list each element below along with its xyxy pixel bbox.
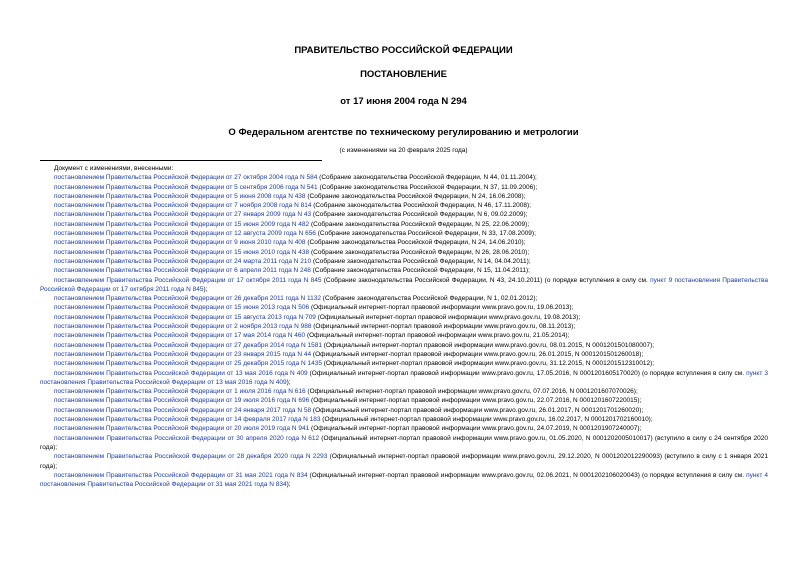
change-item: [40, 192, 768, 201]
change-link[interactable]: постановлением Правительства Российской Федерации от 27 декабря 2014 года N 1581: [54, 341, 322, 349]
entry-into-force-link[interactable]: пункт 9 постановления Правительства Российской Федерации от 17 октября 2011 года N 845: [40, 276, 768, 293]
change-details-end: );: [286, 378, 291, 386]
change-details: (Собрание законодательства Российской Федерации, N 1, 02.01.2012);: [320, 295, 538, 303]
change-details: (Официальный интернет-портал правовой информации www.pravo.gov.ru, 17.05.2016, N 0001201605170020) (о порядке вступления в силу см.: [307, 369, 747, 377]
change-details: (Собрание законодательства Российской Федерации, N 44, 01.11.2004);: [317, 174, 537, 182]
change-item: [40, 359, 768, 368]
change-details: (Официальный интернет-портал правовой информации www.pravo.gov.ru, 02.06.2021, N 0001202106020043) (о порядке вступления в силу см.: [307, 471, 747, 479]
change-item: [40, 229, 768, 238]
change-details: (Официальный интернет-портал правовой информации www.pravo.gov.ru, 24.07.2019, N 0001201907240007);: [309, 425, 642, 433]
change-details: (Собрание законодательства Российской Федерации, N 26, 28.06.2010);: [309, 248, 530, 256]
change-details: (Официальный интернет-портал правовой информации www.pravo.gov.ru, 19.06.2013);: [309, 304, 574, 312]
change-item: [40, 415, 768, 424]
change-link[interactable]: постановлением Правительства Российской Федерации от 15 июня 2010 года N 438: [54, 248, 310, 256]
change-link[interactable]: постановлением Правительства Российской Федерации от 24 марта 2011 года N 210: [54, 257, 312, 265]
document-date-number: от 17 июня 2004 года N 294: [340, 96, 467, 107]
change-details: (Собрание законодательства Российской Федерации, N 14, 04.04.2011);: [311, 257, 531, 265]
change-item: [40, 201, 768, 210]
change-link[interactable]: постановлением Правительства Российской Федерации от 27 октября 2004 года N 584: [54, 174, 318, 182]
change-details: (Официальный интернет-портал правовой информации www.pravo.gov.ru, 29.12.2020, N 0001202012290093) (вступило в силу с 1 января 2021 года);: [40, 453, 768, 470]
change-item: [40, 266, 768, 275]
change-link[interactable]: постановлением Правительства Российской Федерации от 7 ноября 2008 года N 814: [54, 202, 312, 210]
change-item: [40, 471, 768, 490]
change-link[interactable]: постановлением Правительства Российской Федерации от 28 декабря 2020 года N 2293: [54, 453, 328, 461]
change-link[interactable]: постановлением Правительства Российской Федерации от 19 июля 2016 года N 696: [54, 397, 310, 405]
change-details: (Официальный интернет-портал правовой информации www.pravo.gov.ru, 07.07.2016, N 0001201607070026);: [305, 388, 638, 396]
change-details: (Официальный интернет-портал правовой информации www.pravo.gov.ru, 16.02.2017, N 0001201702160010);: [320, 416, 653, 424]
change-item: [40, 303, 768, 312]
separator-line: [40, 160, 322, 161]
change-link[interactable]: постановлением Правительства Российской Федерации от 30 апреля 2020 года N 612: [54, 434, 320, 442]
change-details: (Официальный интернет-портал правовой информации www.pravo.gov.ru, 22.07.2016, N 0001201607220015);: [309, 397, 642, 405]
entry-into-force-link[interactable]: пункт 3 постановления Правительства Российской Федерации от 13 мая 2016 года N 409: [40, 369, 768, 386]
change-link[interactable]: постановлением Правительства Российской Федерации от 26 декабря 2011 года N 1132: [54, 295, 321, 303]
change-item: [40, 452, 768, 471]
change-item: [40, 341, 768, 350]
change-link[interactable]: постановлением Правительства Российской Федерации от 5 сентября 2006 года N 541: [54, 183, 318, 191]
change-item: [40, 294, 768, 303]
change-details: (Собрание законодательства Российской Федерации, N 15, 11.04.2011);: [310, 267, 530, 275]
change-item: [40, 257, 768, 266]
edition-note: (с изменениями на 20 февраля 2025 года): [339, 147, 468, 154]
change-item: [40, 210, 768, 219]
change-item: [40, 313, 768, 322]
change-item: [40, 248, 768, 257]
change-link[interactable]: постановлением Правительства Российской Федерации от 13 мая 2016 года N 409: [54, 369, 308, 377]
change-details-end: );: [286, 481, 291, 489]
change-item: [40, 238, 768, 247]
document-title: О Федеральном агентстве по техническому регулированию и метрологии: [228, 127, 579, 138]
change-details: (Собрание законодательства Российской Федерации, N 46, 17.11.2008);: [311, 202, 531, 210]
change-details: (Собрание законодательства Российской Федерации, N 43, 24.10.2011) (о порядке вступления в силу см.: [321, 276, 651, 284]
change-item: [40, 406, 768, 415]
change-link[interactable]: постановлением Правительства Российской Федерации от 23 января 2015 года N 44: [54, 350, 312, 358]
change-item: [40, 276, 768, 295]
change-link[interactable]: постановлением Правительства Российской Федерации от 25 декабря 2015 года N 1435: [54, 360, 322, 368]
change-item: [40, 350, 768, 359]
change-link[interactable]: постановлением Правительства Российской Федерации от 5 июня 2008 года N 438: [54, 192, 306, 200]
change-link[interactable]: постановлением Правительства Российской Федерации от 14 февраля 2017 года N 183: [54, 416, 321, 424]
change-link[interactable]: постановлением Правительства Российской Федерации от 6 апреля 2011 года N 248: [54, 267, 311, 275]
change-link[interactable]: постановлением Правительства Российской Федерации от 20 июля 2019 года N 941: [54, 425, 310, 433]
entry-into-force-link[interactable]: пункт 4 постановления Правительства Российской Федерации от 31 мая 2021 года N 834: [40, 471, 768, 489]
change-details: (Официальный интернет-портал правовой информации www.pravo.gov.ru, 21.05.2014);: [305, 332, 570, 340]
change-item: [40, 434, 768, 453]
change-link[interactable]: постановлением Правительства Российской Федерации от 17 октября 2011 года N 845: [54, 276, 322, 284]
change-details: (Собрание законодательства Российской Федерации, N 37, 11.09.2006);: [317, 183, 538, 191]
change-details: (Официальный интернет-портал правовой информации www.pravo.gov.ru, 08.11.2013);: [311, 323, 576, 331]
change-link[interactable]: постановлением Правительства Российской Федерации от 15 июня 2013 года N 506: [54, 304, 310, 312]
change-details: (Официальный интернет-портал правовой информации www.pravo.gov.ru, 08.01.2015, N 0001201501080007);: [321, 341, 655, 349]
change-details: (Собрание законодательства Российской Федерации, N 33, 17.08.2009);: [315, 230, 536, 238]
change-link[interactable]: постановлением Правительства Российской Федерации от 1 июля 2016 года N 616: [54, 388, 306, 396]
change-item: [40, 322, 768, 331]
change-item: [40, 369, 768, 388]
change-link[interactable]: постановлением Правительства Российской Федерации от 2 ноября 2013 года N 988: [54, 323, 312, 331]
changes-intro: Документ с изменениями, внесенными:: [54, 165, 174, 172]
change-details: (Официальный интернет-портал правовой информации www.pravo.gov.ru, 01.05.2020, N 0001202005010017) (вступило в силу с 24 сентября 2020 года);: [40, 434, 768, 451]
change-link[interactable]: постановлением Правительства Российской Федерации от 31 мая 2021 года N 834: [54, 471, 308, 479]
change-link[interactable]: постановлением Правительства Российской Федерации от 15 июня 2009 года N 482: [54, 220, 310, 228]
change-details: (Собрание законодательства Российской Федерации, N 25, 22.06.2009);: [309, 220, 530, 228]
change-details: (Официальный интернет-портал правовой информации www.pravo.gov.ru, 26.01.2017, N 0001201701260020);: [311, 406, 644, 414]
change-details: (Собрание законодательства Российской Федерации, N 24, 16.06.2008);: [305, 192, 526, 200]
change-link[interactable]: постановлением Правительства Российской Федерации от 27 января 2009 года N 43: [54, 211, 312, 219]
change-item: [40, 396, 768, 405]
change-details: (Собрание законодательства Российской Федерации, N 24, 14.06.2010);: [305, 239, 526, 247]
change-link[interactable]: постановлением Правительства Российской Федерации от 17 мая 2014 года N 460: [54, 332, 306, 340]
change-link[interactable]: постановлением Правительства Российской Федерации от 24 января 2017 года N 58: [54, 406, 312, 414]
change-link[interactable]: постановлением Правительства Российской Федерации от 15 августа 2013 года N 709: [54, 313, 316, 321]
change-link[interactable]: постановлением Правительства Российской Федерации от 9 июня 2010 года N 408: [54, 239, 306, 247]
change-details-end: );: [203, 285, 208, 293]
change-item: [40, 331, 768, 340]
change-item: [40, 173, 768, 182]
document-type-heading: ПОСТАНОВЛЕНИЕ: [360, 69, 447, 80]
changes-list: [40, 164, 768, 489]
change-details: (Официальный интернет-портал правовой информации www.pravo.gov.ru, 26.01.2015, N 0001201501260018);: [311, 350, 644, 358]
change-item: [40, 183, 768, 192]
change-details: (Официальный интернет-портал правовой информации www.pravo.gov.ru, 31.12.2015, N 0001201512310012);: [321, 360, 655, 368]
change-link[interactable]: постановлением Правительства Российской Федерации от 12 августа 2009 года N 656: [54, 230, 316, 238]
change-details: (Собрание законодательства Российской Федерации, N 6, 09.02.2009);: [311, 211, 528, 219]
change-item: [40, 220, 768, 229]
change-item: [40, 424, 768, 433]
government-heading: ПРАВИТЕЛЬСТВО РОССИЙСКОЙ ФЕДЕРАЦИИ: [294, 45, 513, 56]
change-item: [40, 387, 768, 396]
change-details: (Официальный интернет-портал правовой информации www.pravo.gov.ru, 19.08.2013);: [315, 313, 581, 321]
